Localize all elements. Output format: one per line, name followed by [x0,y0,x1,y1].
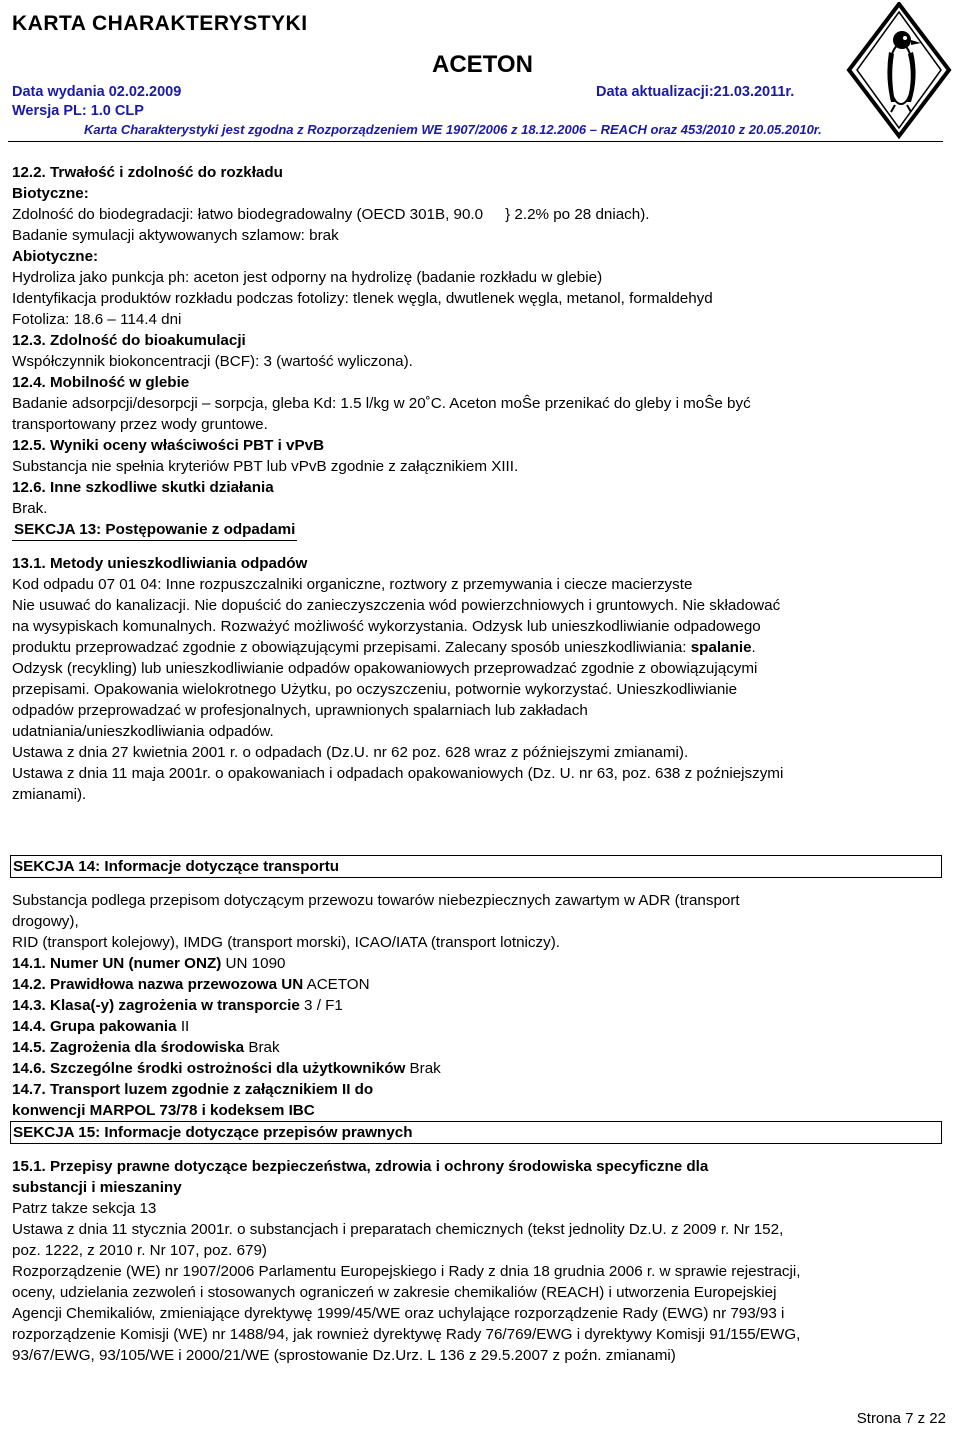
transport-item-label: 14.2. Prawidłowa nazwa przewozowa UN [12,976,304,993]
law-line-2: Ustawa z dnia 11 stycznia 2001r. o substancjach i preparatach chemicznych (tekst jednolity Dz.U. z 2009 r. Nr 152, [12,1221,784,1238]
regulation-note: Karta Charakterystyki jest zgodna z Rozporządzeniem WE 1907/2006 z 18.12.2006 – REACH oraz 453/2010 z 20.05.2010r. [84,122,822,137]
transport-item [12,953,944,974]
transport-intro-2: drogowy), [12,913,79,930]
section-13-title: SEKCJA 13: Postępowanie z odpadami [12,519,297,541]
transport-item [12,1058,944,1079]
heading-12-2: 12.2. Trwałość i zdolność do rozkładu [12,164,283,181]
update-date: Data aktualizacji:21.03.2011r. [596,84,795,100]
penguin-logo-icon [845,2,953,145]
transport-item [12,995,944,1016]
other-effects-line: Brak. [12,500,48,517]
law-line-8: 93/67/EWG, 93/105/WE i 2000/21/WE (sprostowanie Dz.Urz. L 136 z 29.5.2007 z poźn. zmianami) [12,1347,676,1364]
transport-intro-3: RID (transport kolejowy), IMDG (transport morski), ICAO/IATA (transport lotniczy). [12,934,560,951]
transport-item [12,974,944,995]
product-name: ACETON [432,51,533,78]
heading-14-7-a: 14.7. Transport luzem zgodnie z załącznikiem II do [12,1081,374,1098]
waste-method: spalanie [690,639,752,656]
transport-item [12,1016,944,1037]
waste-line-5: Odzysk (recykling) lub unieszkodliwianie odpadów opakowaniowych przeprowadzać zgodnie z obowiązującymi [12,660,758,677]
transport-item-label: 14.3. Klasa(-y) zagrożenia w transporcie [12,997,300,1014]
waste-line-2: Nie usuwać do kanalizacji. Nie dopuścić do zanieczyszczenia wód powierzchniowych i gruntowych. Nie składować [12,597,781,614]
law-line-3: poz. 1222, z 2010 r. Nr 107, poz. 679) [12,1242,267,1259]
law-line-1: Patrz takze sekcja 13 [12,1200,157,1217]
header-rule [8,141,943,142]
waste-line-11: zmianami). [12,786,87,803]
waste-line-8: udatniania/unieszkodliwiania odpadów. [12,723,274,740]
hydrolysis-line: Hydroliza jako punkcja ph: aceton jest odporny na hydrolizę (badanie rozkładu w glebie) [12,269,603,286]
heading-13-1: 13.1. Metody unieszkodliwiania odpadów [12,555,308,572]
heading-14-7-b: konwencji MARPOL 73/78 i kodeksem IBC [12,1102,315,1119]
waste-line-4-a: produktu przeprowadzać zgodnie z obowiązującymi przepisami. Zalecany sposób unieszkodliwiania: [12,639,691,656]
photolysis-line: Fotoliza: 18.6 – 114.4 dni [12,311,182,328]
law-line-5: oceny, udzielania zezwoleń i stosowanych ograniczeń w zakresie chemikaliów (REACH) i utworzenia Europejskiej [12,1284,777,1301]
heading-12-3: 12.3. Zdolność do bioakumulacji [12,332,246,349]
biodeg-part-a: Zdolność do biodegradacji: łatwo biodegradowalny (OECD 301B, 90.0 [12,206,484,223]
waste-line-7: odpadów przeprowadzać w profesjonalnych, uprawnionych spalarniach lub zakładach [12,702,588,719]
mobility-line-2: transportowany przez wody gruntowe. [12,416,268,433]
heading-12-4: 12.4. Mobilność w glebie [12,374,190,391]
transport-item-label: 14.4. Grupa pakowania [12,1018,177,1035]
transport-item [12,1037,944,1058]
section-14-title: SEKCJA 14: Informacje dotyczące transportu [10,855,942,878]
doc-title: KARTA CHARAKTERYSTYKI [12,12,308,35]
issue-date: Data wydania 02.02.2009 [12,84,182,100]
transport-item-label: 14.6. Szczególne środki ostrożności dla użytkowników [12,1060,406,1077]
waste-line-1: Kod odpadu 07 01 04: Inne rozpuszczalniki organiczne, roztwory z przemywania i ciecze macierzyste [12,576,693,593]
waste-line-6: przepisami. Opakowania wielokrotnego Użytku, po oczyszczeniu, potwornie wykorzystać. Unieszkodliwianie [12,681,738,698]
law-line-7: rozporządzenie Komisji (WE) nr 1488/94, jak rownież dyrektywę Rady 76/769/EWG i dyrektywy Komisji 91/155/EWG, [12,1326,801,1343]
transport-item-value: 3 / F1 [299,997,343,1014]
biodeg-part-b: } 2.2% po 28 dniach). [505,206,650,223]
transport-item-value: ACETON [303,976,370,993]
heading-15-1-a: 15.1. Przepisy prawne dotyczące bezpieczeństwa, zdrowia i ochrony środowiska specyficzne dla [12,1158,709,1175]
abiotic-label: Abiotyczne: [12,248,99,265]
waste-line-4 [12,637,944,658]
sludge-line: Badanie symulacji aktywowanych szlamow: brak [12,227,339,244]
pbt-line: Substancja nie spełnia kryteriów PBT lub vPvB zgodnie z załącznikiem XIII. [12,458,519,475]
version: Wersja PL: 1.0 CLP [12,103,144,119]
page-number: Strona 7 z 22 [856,1410,946,1427]
transport-item-label: 14.5. Zagrożenia dla środowiska [12,1039,245,1056]
waste-line-3: na wysypiskach komunalnych. Rozważyć możliwość wykorzystania. Odzysk lub unieszkodliwianie odpadowego [12,618,761,635]
biodegradation-line [12,204,944,225]
section-15-title: SEKCJA 15: Informacje dotyczące przepisów prawnych [10,1121,942,1144]
transport-intro-1: Substancja podlega przepisom dotyczącym przewozu towarów niebezpiecznych zawartym w ADR (transport [12,892,740,909]
document-body [12,162,944,1366]
law-line-4: Rozporządzenie (WE) nr 1907/2006 Parlamentu Europejskiego i Rady z dnia 18 grudnia 2006 r. w sprawie rejestracji, [12,1263,801,1280]
mobility-line-1: Badanie adsorpcji/desorpcji – sorpcja, gleba Kd: 1.5 l/kg w 20˚C. Aceton moŜe przenikać do gleby i moŜe być [12,395,751,412]
transport-item-value: Brak [244,1039,280,1056]
waste-line-10: Ustawa z dnia 11 maja 2001r. o opakowaniach i odpadach opakowaniowych (Dz. U. nr 63, poz. 638 z poźniejszymi [12,765,784,782]
transport-item-value: II [176,1018,190,1035]
products-line: Identyfikacja produktów rozkładu podczas fotolizy: tlenek węgla, dwutlenek węgla, metanol, formaldehyd [12,290,713,307]
heading-12-6: 12.6. Inne szkodliwe skutki działania [12,479,274,496]
waste-line-4-c: . [751,639,756,656]
waste-line-9: Ustawa z dnia 27 kwietnia 2001 r. o odpadach (Dz.U. nr 62 poz. 628 wraz z późniejszymi zmianami). [12,744,689,761]
heading-12-5: 12.5. Wyniki oceny właściwości PBT i vPvB [12,437,325,454]
heading-15-1-b: substancji i mieszaniny [12,1179,182,1196]
law-line-6: Agencji Chemikaliów, zmieniające dyrektywę 1999/45/WE oraz uchylające rozporządzenie Rady (EWG) nr 793/93 i [12,1305,785,1322]
transport-item-value: Brak [405,1060,441,1077]
biotic-label: Biotyczne: [12,185,89,202]
transport-item-value: UN 1090 [221,955,286,972]
bcf-line: Współczynnik biokoncentracji (BCF): 3 (wartość wyliczona). [12,353,413,370]
transport-item-label: 14.1. Numer UN (numer ONZ) [12,955,222,972]
